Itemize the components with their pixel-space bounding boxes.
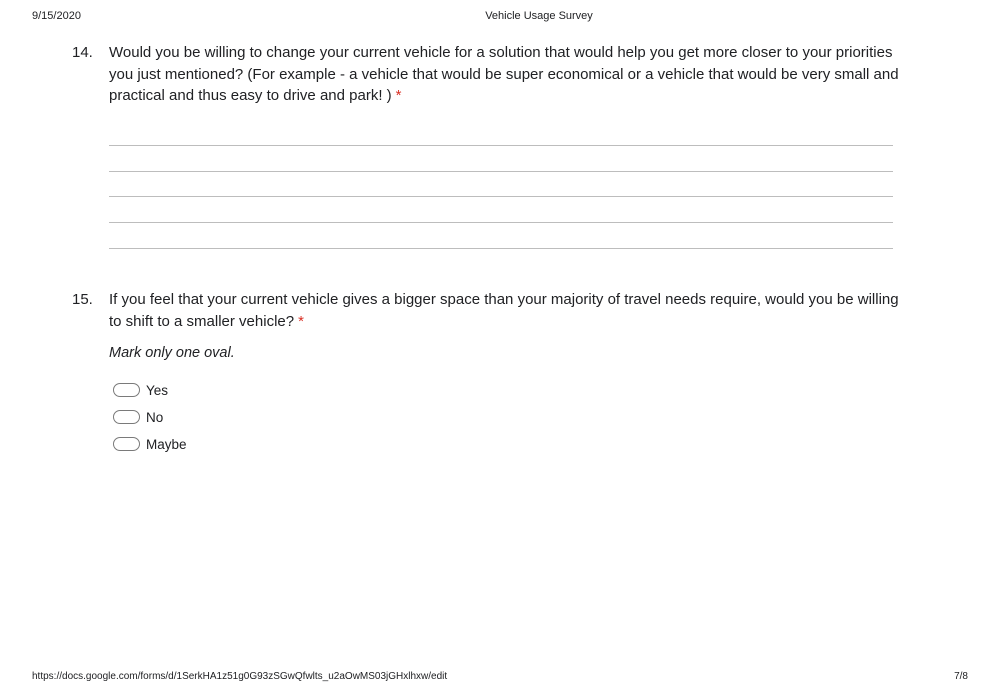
required-asterisk: * [298,312,304,330]
option-maybe[interactable] [113,435,187,453]
page-number: 7/8 [954,671,968,682]
question-15-label: If you feel that your current vehicle gives a bigger space than your majority of travel needs require, would you be willing to shift to a smaller vehicle? [109,291,899,330]
question-15-number: 15. [72,291,93,308]
answer-line [109,222,893,223]
radio-oval[interactable] [113,437,140,451]
question-14-text [109,42,899,107]
answer-line [109,171,893,172]
option-label: Yes [146,382,169,398]
answer-line [109,248,893,249]
question-14-label: Would you be willing to change your current vehicle for a solution that would help you get more closer to your priorities you just mentioned? (For example - a vehicle that would be super economical or a vehicle that would be very small and practical and thus easy to drive and park! ) [109,44,899,104]
question-15-hint: Mark only one oval. [109,345,235,361]
page-url: https://docs.google.com/forms/d/1SerkHA1z51g0G93zSGwQfwlts_u2aOwMS03jGHxlhxw/edit [32,671,448,682]
radio-oval[interactable] [113,383,140,397]
form-title: Vehicle Usage Survey [485,10,593,22]
question-14-number: 14. [72,44,93,61]
option-yes[interactable] [113,381,168,399]
option-no[interactable] [113,408,163,426]
answer-line [109,145,893,146]
question-15-text [109,289,899,332]
print-date: 9/15/2020 [32,10,81,22]
option-label: Maybe [146,436,187,452]
option-label: No [146,409,164,425]
required-asterisk: * [395,87,402,104]
radio-oval[interactable] [113,410,140,424]
answer-line [109,196,893,197]
